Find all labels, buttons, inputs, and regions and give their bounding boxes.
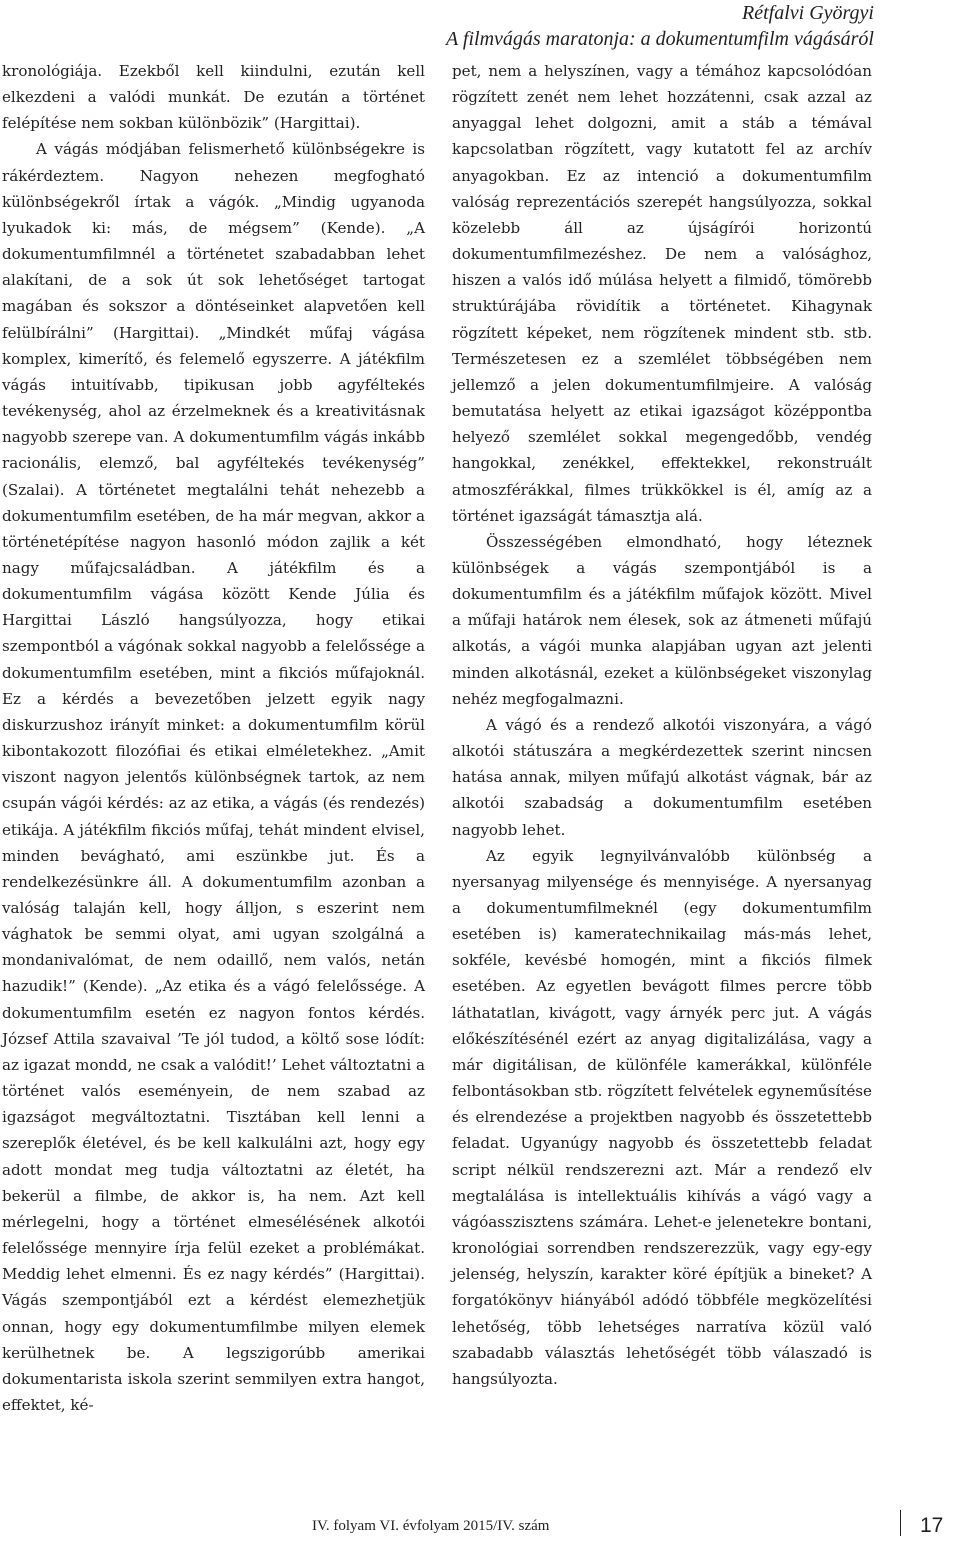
- footer-divider: [900, 1510, 901, 1536]
- page-number: 17: [920, 1514, 944, 1537]
- page-footer: [0, 1516, 960, 1540]
- header-article-title: A filmvágás maratonja: a dokumentumfilm vágásáról: [446, 28, 874, 50]
- issue-info: IV. folyam VI. évfolyam 2015/IV. szám: [312, 1518, 550, 1534]
- header-author: Rétfalvi Györgyi: [742, 2, 874, 24]
- paragraph: A vágás módjában felismerhető különbségekre is rákérdeztem. Nagyon nehezen megfogható különbségekről írtak a vágók. „Mindig ugyanoda lyukadok ki: más, de mégsem” (Kende). „A dokumentumfilmnél a történetet szabadabban lehet alakítani, de a sok út sok lehetőséget tartogat magában és sokszor a döntéseinket alapvetően kell felülbírálni” (Hargittai). „Mindkét műfaj vágása komplex, kimerítő, és felemelő egyszerre. A játékfilm vágás intuitívabb, tipikusan jobb agyféltekés tevékenység, ahol az érzelmeknek és a kreativitásnak nagyobb szerepe van. A dokumentumfilm vágás inkább racionális, elemző, bal agyféltekés tevékenység” (Szalai). A történetet megtalálni tehát nehezebb a dokumentumfilm esetében, de ha már megvan, akkor a történetépítése nagyon hasonló módon zajlik a két nagy műfajcsaládban. A játékfilm és a dokumentumfilm vágása között Kende Júlia és Hargittai László hangsúlyozza, hogy etikai szempontból a vágónak sokkal nagyobb a felelőssége a dokumentumfilm esetében, mint a fikciós műfajoknál. Ez a kérdés a bevezetőben jelzett egyik nagy diskurzushoz irányít minket: a dokumentumfilm körül kibontakozott filozófiai és etikai elméletekhez. „Amit viszont nagyon jelentős különbségnek tartok, az nem csupán vágói kérdés: az az etika, a vágás (és rendezés) etikája. A játékfilm fikciós műfaj, tehát mindent elvisel, minden bevágható, ami eszünkbe jut. És a rendelkezésünkre áll. A dokumentumfilm azonban a valóság talaján kell, hogy álljon, s eszerint nem vághatok be semmi olyat, ami ugyan szolgálná a mondanivalómat, de nem odaillő, nem valós, netán hazudik!” (Kende). „Az etika és a vágó felelőssége. A dokumentumfilm esetén ez nagyon fontos kérdés. József Attila szavaival ’Te jól tudod, a költő sose lódít: az igazat mondd, ne csak a valódit!’ Lehet változtatni a történet valós eseményein, de nem szabad az igazságot megváltoztatni. Tisztában kell lenni a szereplők életével, és be kell kalkulálni azt, hogy egy adott mondat meg tudja változtatni az életét, ha bekerül a filmbe, de akkor is, ha nem. Azt kell mérlegelni, hogy a történet elmesélésének alkotói felelőssége mennyire írja felül ezeket a problémákat. Meddig lehet elmenni. És ez nagy kérdés” (Hargittai). Vágás szempontjából ezt a kérdést elemezhetjük onnan, hogy egy dokumentumfilmbe milyen elemek kerülhetnek be. A legszigorúbb amerikai dokumentarista iskola szerint semmilyen extra hangot, effektet, ké-: [2, 140, 425, 1414]
- running-header: [446, 0, 874, 52]
- paragraph: pet, nem a helyszínen, vagy a témához kapcsolódóan rögzített zenét nem lehet hozzátenni, csak azzal az anyaggal lehet dolgozni, amit a stáb a témával kapcsolatban rögzített, vagy kutatott fel az archív anyagokban. Ez az intenció a dokumentumfilm valóság reprezentációs szerepét hangsúlyozza, sokkal közelebb áll az újságírói horizontú dokumentumfilmezéshez. De nem a valósághoz, hiszen a valós idő múlása helyett a filmidő, tömörebb struktúrájába rövidítik a történetet. Kihagynak rögzített képeket, nem rögzítenek mindent stb. stb. Természetesen ez a szemlélet többségében nem jellemző a jelen dokumentumfilmjeire. A valóság bemutatása helyett az etikai igazságot középpontba helyező szemlélet sokkal megengedőbb, vendég hangokkal, zenékkel, effektekkel, rekonstruált atmoszférákkal, filmes trükkökkel is él, amíg az a történet igazságát támasztja alá.: [452, 62, 872, 525]
- paragraph: A vágó és a rendező alkotói viszonyára, a vágó alkotói státuszára a megkérdezettek szerint nincsen hatása annak, milyen műfajú alkotást vágnak, bár az alkotói szabadság a dokumentumfilm esetében nagyobb lehet.: [452, 715, 872, 839]
- paragraph: Összességében elmondható, hogy léteznek különbségek a vágás szempontjából is a dokumentumfilm és a játékfilm műfajok között. Mivel a műfaji határok nem élesek, sok az átmeneti műfajú alkotás, a vágói munka alapjában ugyan azt jelenti minden alkotásnál, ezeket a különbségeket viszonylag nehéz megfogalmazni.: [452, 532, 872, 708]
- paragraph: kronológiája. Ezekből kell kiindulni, ezután kell elkezdeni a valódi munkát. De ezután a történet felépítése nem sokban különbözik” (Hargittai).: [2, 62, 425, 133]
- left-text-column: [2, 58, 425, 1418]
- right-text-column: [452, 58, 872, 1392]
- paragraph: Az egyik legnyilvánvalóbb különbség a nyersanyag milyensége és mennyisége. A nyersanyag a dokumentumfilmeknél (egy dokumentumfilm esetében is) kameratechnikailag más-más lehet, sokféle, kevésbé homogén, mint a fikciós filmek esetében. Az egyetlen bevágott filmes percre több láthatatlan, kivágott, vagy árnyék perc jut. A vágás előkészítésénél ezért az anyag digitalizálása, vagy a már digitálisan, de különféle kamerákkal, különféle felbontásokban stb. rögzített felvételek egyneműsítése és elrendezése a projektben nagyobb és összetettebb feladat. Ugyanúgy nagyobb és összetettebb feladat script nélkül rendszerezni azt. Már a rendező elv megtalálása is intellektuális kihívás a vágó vagy a vágóasszisztens számára. Lehet-e jelenetekre bontani, kronológiai sorrendben rendszerezzük, vagy egy-egy jelenség, helyszín, karakter köré építjük a bineket? A forgatókönyv hiányából adódó többféle megközelítési lehetőség, több lehetséges narratíva közül való szabadabb választás lehetőségét több válaszadó is hangsúlyozta.: [452, 846, 872, 1388]
